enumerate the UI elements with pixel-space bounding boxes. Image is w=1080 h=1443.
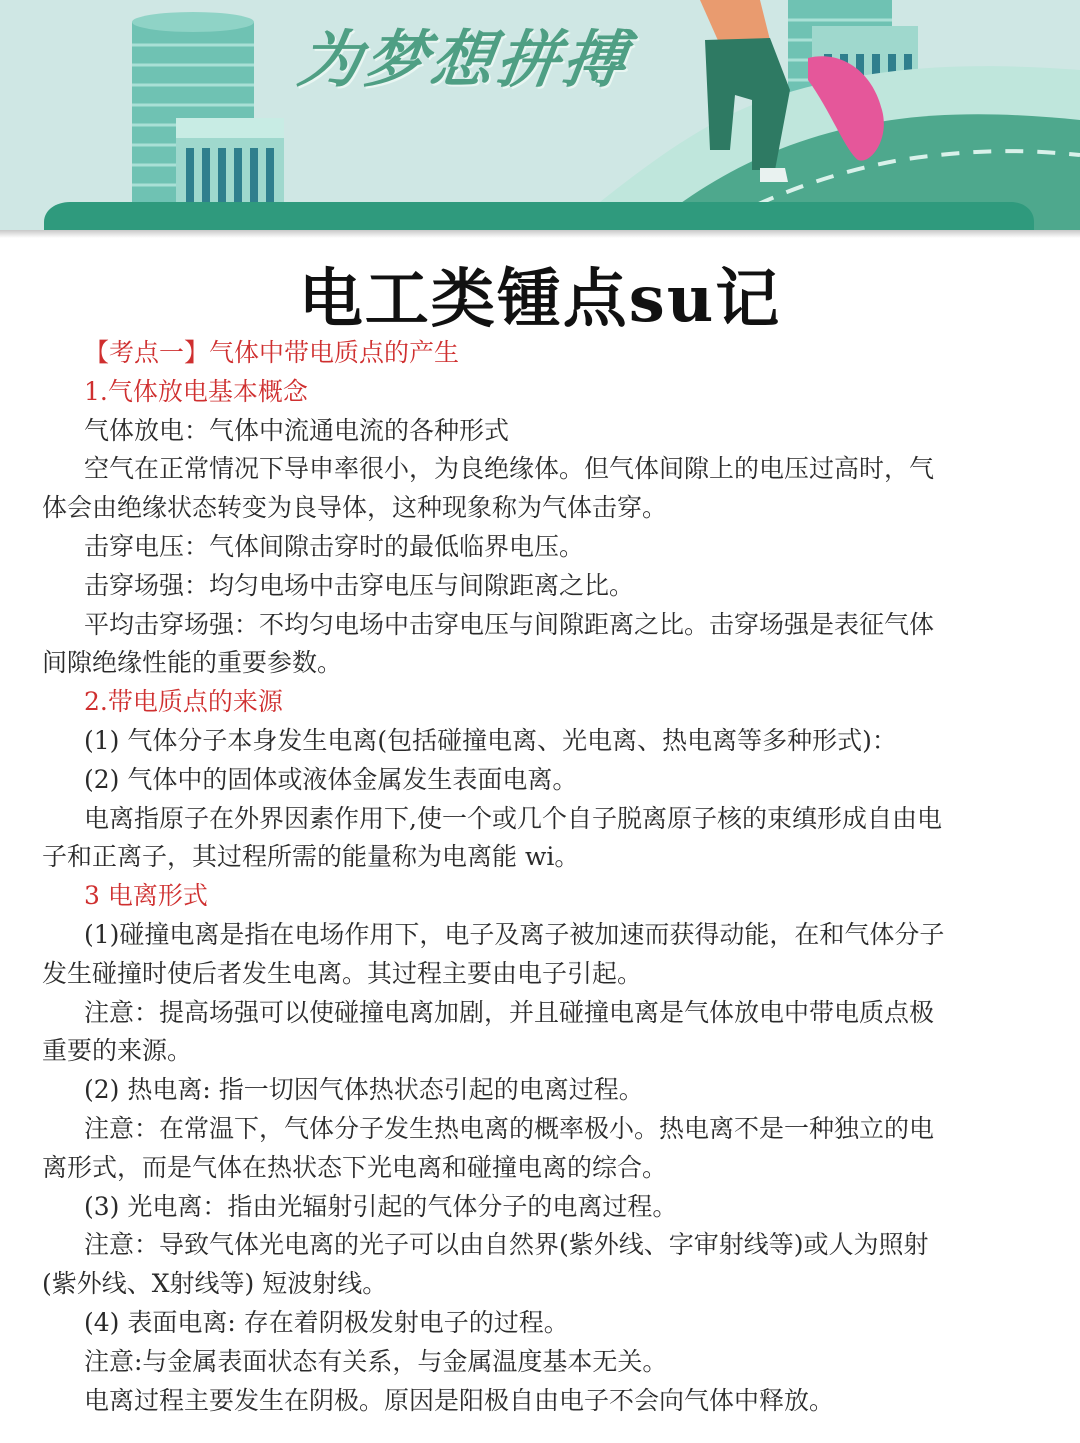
body-line: (3) 光电离：指由光辐射引起的气体分子的电离过程。: [84, 1191, 678, 1221]
body-line: 注意:与金属表面状态有关系，与金属温度基本无关。: [84, 1346, 668, 1376]
body-line: (2) 气体中的固体或液体金属发生表面电离。: [84, 764, 578, 794]
body-line: 体会由绝缘状态转变为良导体，这种现象称为气体击穿。: [42, 493, 668, 523]
section-heading: 【考点一】气体中带电质点的产生: [84, 338, 460, 367]
body-line: 空气在正常情况下导申率很小，为良绝缘体。但气体间隙上的电压过高时，气: [84, 454, 935, 484]
body-line: 电离过程主要发生在阴极。原因是阳极自由电子不会向气体中释放。: [84, 1385, 835, 1415]
body-line: (1)碰撞电离是指在电场作用下，电子及离子被加速而获得动能，在和气体分子: [84, 919, 945, 949]
section-heading: 1.气体放电基本概念: [84, 376, 308, 406]
body-line: 电离指原子在外界因素作用下,使一个或几个自子脱离原子核的束缜形成自由电: [84, 803, 942, 833]
body-line: 离形式，而是气体在热状态下光电离和碰撞电离的综合。: [42, 1152, 668, 1182]
body-line: (4) 表面电离: 存在着阴极发射电子的过程。: [84, 1307, 569, 1337]
body-line: 击穿电压：气体间隙击穿时的最低临界电压。: [84, 531, 585, 561]
body-line: (1) 气体分子本身发生电离(包括碰撞电离、光电离、热电离等多种形式)：: [84, 725, 897, 755]
section-heading: 2.带电质点的来源: [84, 687, 283, 717]
body-line: 注意：在常温下，气体分子发生热电离的概率极小。热电离不是一种独立的电: [84, 1113, 935, 1143]
body-line: 注意：导致气体光电离的光子可以由自然界(紫外线、字审射线等)或人为照射: [84, 1230, 929, 1260]
body-line: 重要的来源。: [42, 1036, 193, 1066]
banner-divider: [0, 230, 1080, 238]
page-title: 电工类锺点su记: [298, 262, 782, 337]
body-line: 子和正离子，其过程所需的能量称为电离能 wi。: [42, 842, 580, 872]
banner-slogan: 为梦想拼搏: [294, 23, 635, 96]
body-line: (2) 热电离: 指一切因气体热状态引起的电离过程。: [84, 1075, 644, 1105]
section-heading: 3 电离形式: [84, 881, 208, 911]
body-line: (紫外线、X射线等) 短波射线。: [42, 1269, 388, 1299]
body-line: 击穿场强：均匀电场中击穿电压与间隙距离之比。: [84, 570, 635, 600]
body-line: 间隙绝缘性能的重要参数。: [42, 648, 343, 678]
body-line: 平均击穿场强：不均匀电场中击穿电压与间隙距离之比。击穿场强是表征气体: [84, 609, 935, 639]
body-line: 注意：提高场强可以使碰撞电离加剧，并且碰撞电离是气体放电中带电质点极: [84, 997, 935, 1027]
body-line: 发生碰撞时使后者发生电离。其过程主要由电子引起。: [42, 958, 643, 988]
header-banner: [0, 0, 1080, 234]
notes-body: [42, 334, 1042, 1420]
body-line: 气体放电：气体中流通电流的各种形式: [84, 415, 510, 445]
